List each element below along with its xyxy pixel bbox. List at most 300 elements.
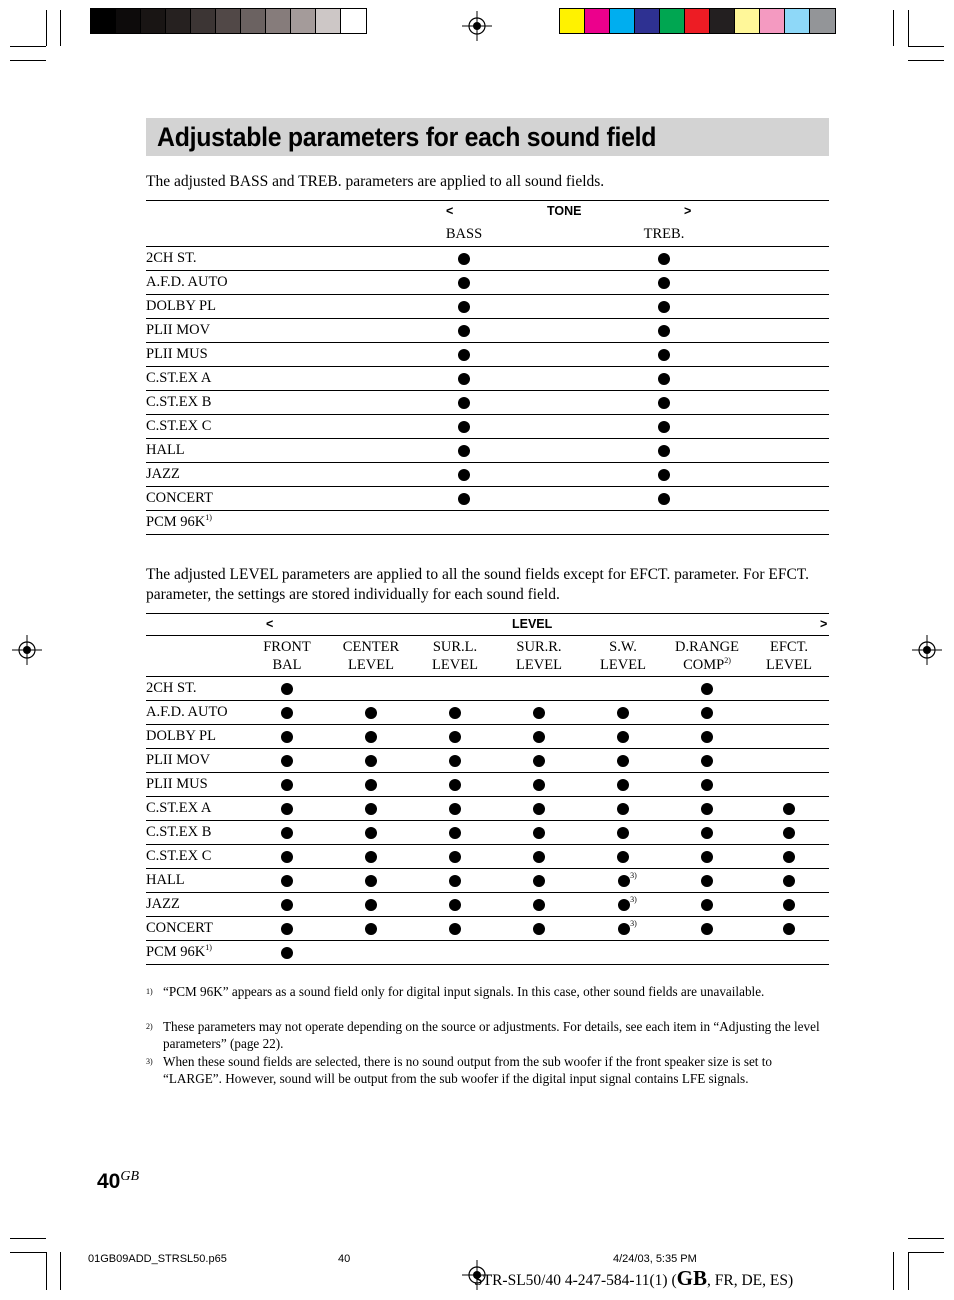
mark-cell <box>329 893 413 917</box>
crop-mark <box>46 1252 47 1290</box>
mark-cell <box>497 893 581 917</box>
applicable-dot-icon <box>533 875 545 887</box>
footnote <box>146 1019 829 1052</box>
sound-field-label: PCM 96K <box>146 944 206 960</box>
applicable-dot-icon <box>618 875 630 887</box>
applicable-dot-icon <box>701 779 713 791</box>
mark-cell <box>413 797 497 821</box>
applicable-dot-icon <box>658 301 670 313</box>
sound-field-name <box>146 773 245 797</box>
sound-field-label: 2CH ST. <box>146 680 197 696</box>
mark-cell <box>581 893 665 917</box>
applicable-dot-icon <box>458 301 470 313</box>
sound-field-name <box>146 319 364 343</box>
table-row <box>146 893 829 917</box>
applicable-dot-icon <box>449 875 461 887</box>
mark-cell <box>749 773 829 797</box>
mark-cell <box>581 797 665 821</box>
table-row <box>146 391 829 415</box>
applicable-dot-icon <box>458 277 470 289</box>
color-swatch <box>610 9 635 33</box>
section-title-banner <box>146 118 829 156</box>
sound-field-name <box>146 677 245 701</box>
footnote-ref: 3) <box>630 895 637 905</box>
mark-cell <box>245 677 329 701</box>
crop-mark <box>60 1252 61 1290</box>
level-table <box>146 636 829 965</box>
sound-field-label: 2CH ST. <box>146 250 197 266</box>
page-title: Adjustable parameters for each sound field <box>157 122 657 152</box>
mark-cell <box>329 677 413 701</box>
column-header-line1: FRONT <box>263 639 311 655</box>
applicable-dot-icon <box>365 875 377 887</box>
table-row <box>146 295 829 319</box>
applicable-dot-icon <box>449 923 461 935</box>
column-header-line1: D.RANGE <box>674 639 740 655</box>
footnote-ref: 2) <box>724 656 731 666</box>
applicable-dot-icon <box>618 923 630 935</box>
mark-cell <box>581 941 665 965</box>
column-header <box>749 636 829 677</box>
model-line-start: STR-SL50/40 4-247-584-11(1) ( <box>474 1272 677 1289</box>
gray-swatch <box>241 9 266 33</box>
gray-swatch <box>291 9 316 33</box>
applicable-dot-icon <box>449 779 461 791</box>
applicable-dot-icon <box>658 277 670 289</box>
mark-cell <box>364 415 564 439</box>
applicable-dot-icon <box>617 827 629 839</box>
mark-cell <box>581 845 665 869</box>
column-header-line2: BAL <box>272 657 302 673</box>
sound-field-name <box>146 271 364 295</box>
applicable-dot-icon <box>449 755 461 767</box>
mark-cell <box>497 821 581 845</box>
sound-field-label: C.ST.EX C <box>146 848 212 864</box>
tone-arrow-right: > <box>684 204 692 218</box>
applicable-dot-icon <box>658 469 670 481</box>
sound-field-name <box>146 439 364 463</box>
applicable-dot-icon <box>658 445 670 457</box>
applicable-dot-icon <box>281 707 293 719</box>
table-row <box>146 367 829 391</box>
applicable-dot-icon <box>365 755 377 767</box>
sound-field-label: DOLBY PL <box>146 728 216 744</box>
sound-field-name <box>146 821 245 845</box>
mark-cell <box>497 677 581 701</box>
slug-file: 01GB09ADD_STRSL50.p65 <box>88 1253 227 1265</box>
applicable-dot-icon <box>658 421 670 433</box>
mark-cell <box>665 893 749 917</box>
sound-field-label: PLII MOV <box>146 322 211 338</box>
mark-cell <box>497 845 581 869</box>
mark-cell <box>665 773 749 797</box>
mark-cell <box>665 749 749 773</box>
gray-swatch <box>166 9 191 33</box>
applicable-dot-icon <box>458 325 470 337</box>
applicable-dot-icon <box>533 779 545 791</box>
slug-date: 4/24/03, 5:35 PM <box>613 1253 697 1265</box>
sound-field-label: C.ST.EX C <box>146 418 212 434</box>
applicable-dot-icon <box>365 827 377 839</box>
mark-cell <box>749 869 829 893</box>
mark-cell <box>497 917 581 941</box>
footnote-ref: 1) <box>205 513 212 523</box>
applicable-dot-icon <box>783 851 795 863</box>
mark-cell <box>749 941 829 965</box>
crop-mark <box>908 1238 944 1239</box>
applicable-dot-icon <box>617 851 629 863</box>
applicable-dot-icon <box>449 827 461 839</box>
header-empty <box>146 636 245 677</box>
color-swatch <box>785 9 810 33</box>
mark-cell <box>364 487 564 511</box>
mark-cell <box>329 797 413 821</box>
column-header <box>497 636 581 677</box>
column-header-line2: LEVEL <box>348 657 394 673</box>
mark-cell <box>665 917 749 941</box>
mark-cell <box>245 797 329 821</box>
applicable-dot-icon <box>701 803 713 815</box>
applicable-dot-icon <box>458 397 470 409</box>
applicable-dot-icon <box>533 731 545 743</box>
page-number-suffix: GB <box>120 1169 140 1184</box>
applicable-dot-icon <box>701 923 713 935</box>
applicable-dot-icon <box>618 899 630 911</box>
footnote-number: 1) <box>146 987 153 996</box>
applicable-dot-icon <box>281 947 293 959</box>
crop-mark <box>46 10 47 46</box>
applicable-dot-icon <box>617 731 629 743</box>
page-number <box>97 1170 139 1194</box>
mark-cell <box>564 463 764 487</box>
applicable-dot-icon <box>617 755 629 767</box>
crop-mark <box>10 60 46 61</box>
gray-swatch <box>191 9 216 33</box>
column-header-line2: COMP <box>683 657 725 673</box>
mark-cell <box>413 725 497 749</box>
footnote-ref: 3) <box>630 919 637 929</box>
mark-cell <box>564 247 764 271</box>
mark-cell <box>749 701 829 725</box>
column-header-label: TREB. <box>643 226 685 242</box>
column-header-line2: LEVEL <box>766 657 812 673</box>
mark-cell <box>245 773 329 797</box>
mark-cell <box>413 893 497 917</box>
tone-group-label: TONE <box>547 204 582 218</box>
mark-cell <box>497 869 581 893</box>
applicable-dot-icon <box>365 803 377 815</box>
sound-field-label: C.ST.EX B <box>146 394 212 410</box>
sound-field-label: C.ST.EX A <box>146 370 212 386</box>
mark-cell <box>245 917 329 941</box>
applicable-dot-icon <box>281 875 293 887</box>
mark-cell <box>749 917 829 941</box>
crop-mark <box>908 46 944 47</box>
mark-cell <box>665 869 749 893</box>
spacer-cell <box>764 439 829 463</box>
applicable-dot-icon <box>783 899 795 911</box>
mark-cell <box>413 917 497 941</box>
applicable-dot-icon <box>533 707 545 719</box>
color-swatch <box>635 9 660 33</box>
mark-cell <box>564 271 764 295</box>
crop-mark <box>893 1252 894 1290</box>
footnote <box>146 984 829 1001</box>
table-row <box>146 319 829 343</box>
sound-field-label: DOLBY PL <box>146 298 216 314</box>
applicable-dot-icon <box>533 755 545 767</box>
column-header <box>564 223 764 247</box>
mark-cell <box>665 725 749 749</box>
mark-cell <box>245 701 329 725</box>
spacer-cell <box>764 487 829 511</box>
sound-field-label: A.F.D. AUTO <box>146 704 228 720</box>
sound-field-label: CONCERT <box>146 920 213 936</box>
table-top-rule <box>146 200 829 201</box>
mark-cell <box>581 701 665 725</box>
mark-cell <box>581 749 665 773</box>
applicable-dot-icon <box>458 421 470 433</box>
column-header-line1: S.W. <box>609 639 637 655</box>
applicable-dot-icon <box>365 899 377 911</box>
applicable-dot-icon <box>281 731 293 743</box>
sound-field-label: HALL <box>146 872 185 888</box>
spacer-cell <box>764 271 829 295</box>
sound-field-name <box>146 295 364 319</box>
mark-cell <box>329 725 413 749</box>
mark-cell <box>749 749 829 773</box>
applicable-dot-icon <box>701 899 713 911</box>
sound-field-label: C.ST.EX A <box>146 800 212 816</box>
column-header <box>581 636 665 677</box>
mark-cell <box>497 749 581 773</box>
column-header-line2: LEVEL <box>516 657 562 673</box>
mark-cell <box>564 343 764 367</box>
table-row <box>146 797 829 821</box>
mark-cell <box>329 941 413 965</box>
mark-cell <box>245 845 329 869</box>
registration-mark-icon <box>12 635 42 665</box>
sound-field-name <box>146 725 245 749</box>
mark-cell <box>245 725 329 749</box>
sound-field-name <box>146 391 364 415</box>
mark-cell <box>364 511 564 535</box>
table-row <box>146 343 829 367</box>
applicable-dot-icon <box>449 803 461 815</box>
mark-cell <box>564 415 764 439</box>
spacer-cell <box>764 343 829 367</box>
grayscale-bar <box>90 8 367 34</box>
table-row <box>146 941 829 965</box>
registration-mark-icon <box>462 11 492 41</box>
applicable-dot-icon <box>701 851 713 863</box>
table-row <box>146 845 829 869</box>
tone-arrow-left: < <box>446 204 454 218</box>
sound-field-label: A.F.D. AUTO <box>146 274 228 290</box>
crop-mark <box>908 10 909 46</box>
spacer-cell <box>764 319 829 343</box>
applicable-dot-icon <box>281 803 293 815</box>
mark-cell <box>364 391 564 415</box>
mark-cell <box>749 797 829 821</box>
color-swatch <box>685 9 710 33</box>
mark-cell <box>749 893 829 917</box>
applicable-dot-icon <box>658 397 670 409</box>
applicable-dot-icon <box>617 779 629 791</box>
sound-field-name <box>146 463 364 487</box>
footnote-text: “PCM 96K” appears as a sound field only for digital input signals. In this case, other sound fields are unavailable. <box>163 984 765 999</box>
applicable-dot-icon <box>533 827 545 839</box>
mark-cell <box>564 319 764 343</box>
mark-cell <box>497 773 581 797</box>
mark-cell <box>581 821 665 845</box>
mark-cell <box>364 271 564 295</box>
applicable-dot-icon <box>533 923 545 935</box>
mark-cell <box>245 893 329 917</box>
sound-field-name <box>146 917 245 941</box>
mark-cell <box>665 797 749 821</box>
gray-swatch <box>141 9 166 33</box>
applicable-dot-icon <box>449 707 461 719</box>
table-row <box>146 487 829 511</box>
sound-field-name <box>146 247 364 271</box>
table-row <box>146 247 829 271</box>
level-group-label: LEVEL <box>512 617 553 631</box>
mark-cell <box>245 941 329 965</box>
sound-field-label: PLII MUS <box>146 776 208 792</box>
footnote-text: When these sound fields are selected, there is no sound output from the sub woofer if the front speaker size is set to “LARGE”. However, sound will be output from the sub woofer if the digital input signal contains LFE signals. <box>163 1054 773 1086</box>
color-swatch <box>810 9 835 33</box>
mark-cell <box>581 917 665 941</box>
page-number-value: 40 <box>97 1170 121 1193</box>
mark-cell <box>497 725 581 749</box>
mark-cell <box>413 701 497 725</box>
applicable-dot-icon <box>658 373 670 385</box>
table-row <box>146 773 829 797</box>
mark-cell <box>413 821 497 845</box>
applicable-dot-icon <box>458 445 470 457</box>
applicable-dot-icon <box>617 707 629 719</box>
model-line <box>474 1266 793 1291</box>
mark-cell <box>665 941 749 965</box>
spacer-cell <box>764 511 829 535</box>
applicable-dot-icon <box>701 731 713 743</box>
mark-cell <box>245 869 329 893</box>
footnote-number: 2) <box>146 1022 153 1031</box>
sound-field-name <box>146 487 364 511</box>
slug-page: 40 <box>338 1253 351 1265</box>
table-row <box>146 677 829 701</box>
table-row <box>146 415 829 439</box>
crop-mark <box>908 1252 909 1290</box>
mark-cell <box>497 701 581 725</box>
sound-field-name <box>146 749 245 773</box>
gray-swatch <box>116 9 141 33</box>
applicable-dot-icon <box>281 923 293 935</box>
footnote-ref: 3) <box>630 871 637 881</box>
mark-cell <box>364 247 564 271</box>
sound-field-name <box>146 415 364 439</box>
applicable-dot-icon <box>281 899 293 911</box>
mark-cell <box>245 749 329 773</box>
sound-field-label: HALL <box>146 442 185 458</box>
crop-mark <box>60 10 61 46</box>
applicable-dot-icon <box>449 899 461 911</box>
column-header-line1: EFCT. <box>770 639 808 655</box>
mark-cell <box>497 941 581 965</box>
model-line-gb: GB <box>676 1266 707 1290</box>
mark-cell <box>329 869 413 893</box>
crop-mark <box>908 60 944 61</box>
model-line-end: , FR, DE, ES) <box>706 1272 794 1289</box>
sound-field-label: JAZZ <box>146 896 180 912</box>
spacer-cell <box>764 391 829 415</box>
applicable-dot-icon <box>533 803 545 815</box>
mark-cell <box>749 725 829 749</box>
mark-cell <box>749 677 829 701</box>
applicable-dot-icon <box>701 707 713 719</box>
table-row <box>146 463 829 487</box>
column-header-line1: SUR.R. <box>516 639 562 655</box>
color-bar <box>559 8 836 34</box>
gray-swatch <box>341 9 366 33</box>
table-row <box>146 869 829 893</box>
spacer-cell <box>764 415 829 439</box>
column-header-line1: CENTER <box>342 639 400 655</box>
gray-swatch <box>266 9 291 33</box>
mark-cell <box>364 295 564 319</box>
gray-swatch <box>91 9 116 33</box>
mark-cell <box>665 701 749 725</box>
mark-cell <box>581 773 665 797</box>
applicable-dot-icon <box>458 253 470 265</box>
applicable-dot-icon <box>658 253 670 265</box>
mark-cell <box>413 869 497 893</box>
footnote-number: 3) <box>146 1057 153 1066</box>
color-swatch <box>735 9 760 33</box>
table-row <box>146 821 829 845</box>
color-swatch <box>760 9 785 33</box>
applicable-dot-icon <box>783 875 795 887</box>
mark-cell <box>564 487 764 511</box>
column-header <box>413 636 497 677</box>
spacer-cell <box>764 463 829 487</box>
crop-mark <box>893 10 894 46</box>
level-arrow-left: < <box>266 617 274 631</box>
mark-cell <box>413 941 497 965</box>
applicable-dot-icon <box>458 469 470 481</box>
mark-cell <box>581 677 665 701</box>
footnote-text: These parameters may not operate depending on the source or adjustments. For details, see each item in “Adjusting the level parameters” (page 22). <box>163 1019 820 1051</box>
applicable-dot-icon <box>281 827 293 839</box>
mark-cell <box>564 295 764 319</box>
applicable-dot-icon <box>365 707 377 719</box>
mark-cell <box>329 845 413 869</box>
spacer-cell <box>764 295 829 319</box>
table-row <box>146 701 829 725</box>
applicable-dot-icon <box>449 851 461 863</box>
column-header-line1: SUR.L. <box>432 639 478 655</box>
applicable-dot-icon <box>533 851 545 863</box>
mark-cell <box>364 343 564 367</box>
applicable-dot-icon <box>533 899 545 911</box>
applicable-dot-icon <box>701 755 713 767</box>
level-intro-text: The adjusted LEVEL parameters are applied to all the sound fields except for EFCT. parameter. For EFCT. parameter, the settings are stored individually for each sound field. <box>146 566 809 603</box>
applicable-dot-icon <box>458 373 470 385</box>
sound-field-name <box>146 941 245 965</box>
table-row <box>146 749 829 773</box>
sound-field-label: JAZZ <box>146 466 180 482</box>
